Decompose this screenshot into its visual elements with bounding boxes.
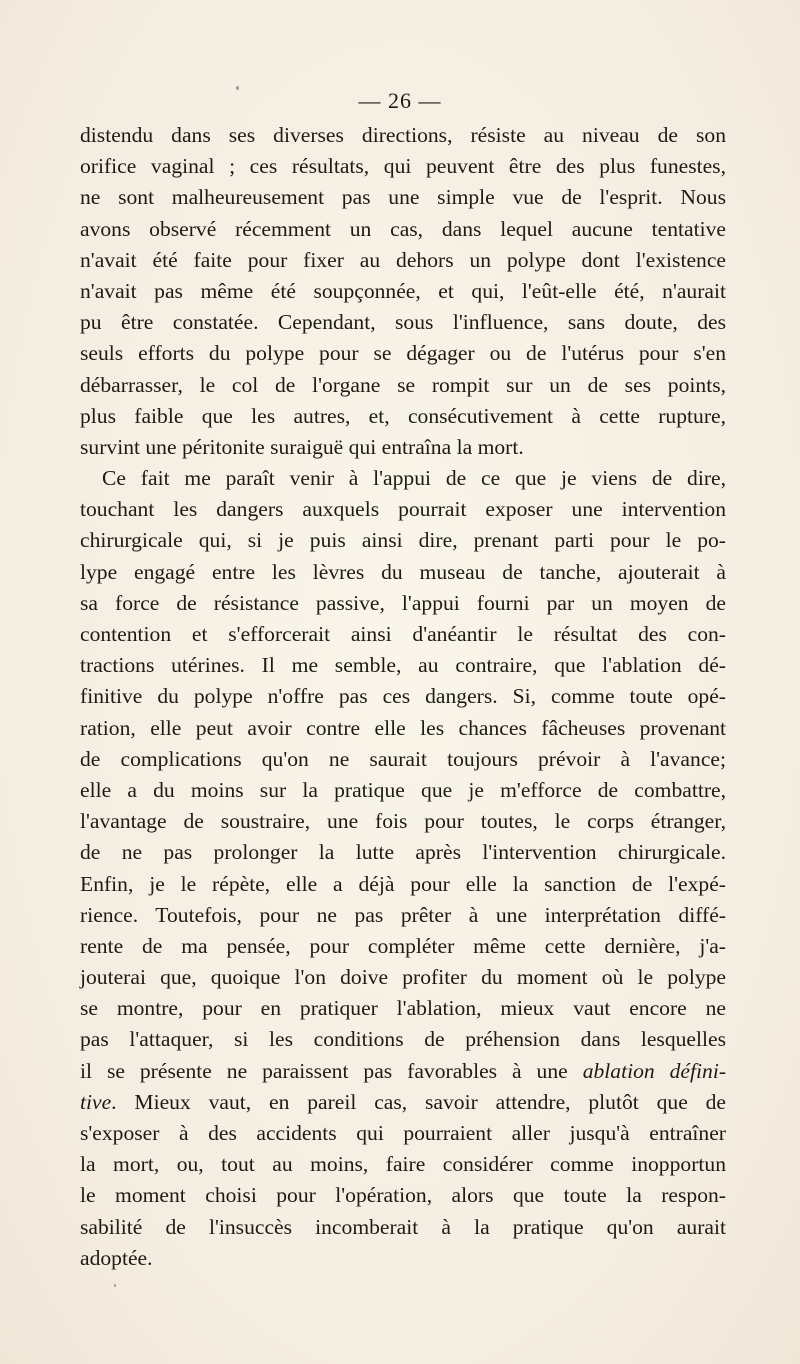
text-line: survint une péritonite suraiguë qui entraîna la mort.: [80, 434, 524, 459]
text-line: de complications qu'on ne saurait toujours prévoir à l'avance;: [80, 746, 726, 771]
text-line: ration, elle peut avoir contre elle les chances fâcheuses provenant: [80, 715, 726, 740]
paragraph: [80, 120, 726, 463]
text-line: pas l'attaquer, si les conditions de préhension dans lesquelles: [80, 1027, 726, 1052]
text-line: le moment choisi pour l'opération, alors que toute la respon-: [80, 1183, 726, 1208]
text-line: avons observé récemment un cas, dans lequel aucune tentative: [80, 216, 726, 241]
italic-term: ablation défini-: [582, 1058, 727, 1083]
text-line: tive. Mieux vaut, en pareil cas, savoir attendre, plutôt que de: [80, 1089, 726, 1114]
italic-term: tive: [80, 1089, 112, 1114]
text-line: l'avantage de soustraire, une fois pour toutes, le corps étranger,: [80, 809, 726, 834]
text-line: pu être constatée. Cependant, sous l'influence, sans doute, des: [80, 310, 726, 335]
text-line: rience. Toutefois, pour ne pas prêter à une interprétation diffé-: [80, 902, 726, 927]
text-line: se montre, pour en pratiquer l'ablation, mieux vaut encore ne: [80, 996, 726, 1021]
text-line: la mort, ou, tout au moins, faire considérer comme inopportun: [80, 1152, 726, 1177]
text-line: jouterai que, quoique l'on doive profiter du moment où le polype: [80, 965, 726, 990]
text-line: Ce fait me paraît venir à l'appui de ce que je viens de dire,: [102, 466, 726, 491]
text-line: chirurgicale qui, si je puis ainsi dire, prenant parti pour le po-: [80, 528, 726, 553]
text-line: seuls efforts du polype pour se dégager ou de l'utérus pour s'en: [80, 341, 726, 366]
text-line: contention et s'efforcerait ainsi d'anéantir le résultat des con-: [80, 622, 726, 646]
text-line: sa force de résistance passive, l'appui fourni par un moyen de: [80, 590, 726, 615]
text-line: ne sont malheureusement pas une simple vue de l'esprit. Nous: [80, 185, 726, 210]
ink-speck: [114, 1284, 116, 1287]
text-line: débarrasser, le col de l'organe se rompit sur un de ses points,: [80, 372, 726, 397]
text-line: adoptée.: [80, 1245, 153, 1270]
text-line: orifice vaginal ; ces résultats, qui peuvent être des plus funestes,: [80, 154, 726, 179]
text-line: touchant les dangers auxquels pourrait exposer une intervention: [80, 497, 726, 522]
text-line: Enfin, je le répète, elle a déjà pour elle la sanction de l'expé-: [80, 871, 726, 896]
page-number: — 26 —: [358, 88, 442, 113]
text-line: sabilité de l'insuccès incomberait à la pratique qu'on aurait: [80, 1214, 726, 1239]
text-line: n'avait été faite pour fixer au dehors un polype dont l'existence: [80, 247, 726, 272]
text-line: rente de ma pensée, pour compléter même cette dernière, j'a-: [80, 933, 726, 958]
text-line: n'avait pas même été soupçonnée, et qui, l'eût-elle été, n'aurait: [80, 278, 726, 303]
text-line: lype engagé entre les lèvres du museau de tanche, ajouterait à: [80, 559, 726, 584]
text-line: distendu dans ses diverses directions, résiste au niveau de son: [80, 123, 726, 147]
text-line: il se présente ne paraissent pas favorables à une ablation défini-: [80, 1058, 727, 1083]
text-line: finitive du polype n'offre pas ces dangers. Si, comme toute opé-: [80, 684, 726, 709]
text-line: elle a du moins sur la pratique que je m'efforce de combattre,: [80, 777, 726, 802]
body-text: [80, 120, 726, 1274]
text-line: s'exposer à des accidents qui pourraient aller jusqu'à entraîner: [80, 1121, 726, 1145]
text-line: de ne pas prolonger la lutte après l'intervention chirurgicale.: [80, 840, 726, 865]
text-line: plus faible que les autres, et, consécutivement à cette rupture,: [80, 403, 726, 428]
text-line: tractions utérines. Il me semble, au contraire, que l'ablation dé-: [80, 653, 726, 678]
paragraph: [80, 463, 726, 1274]
